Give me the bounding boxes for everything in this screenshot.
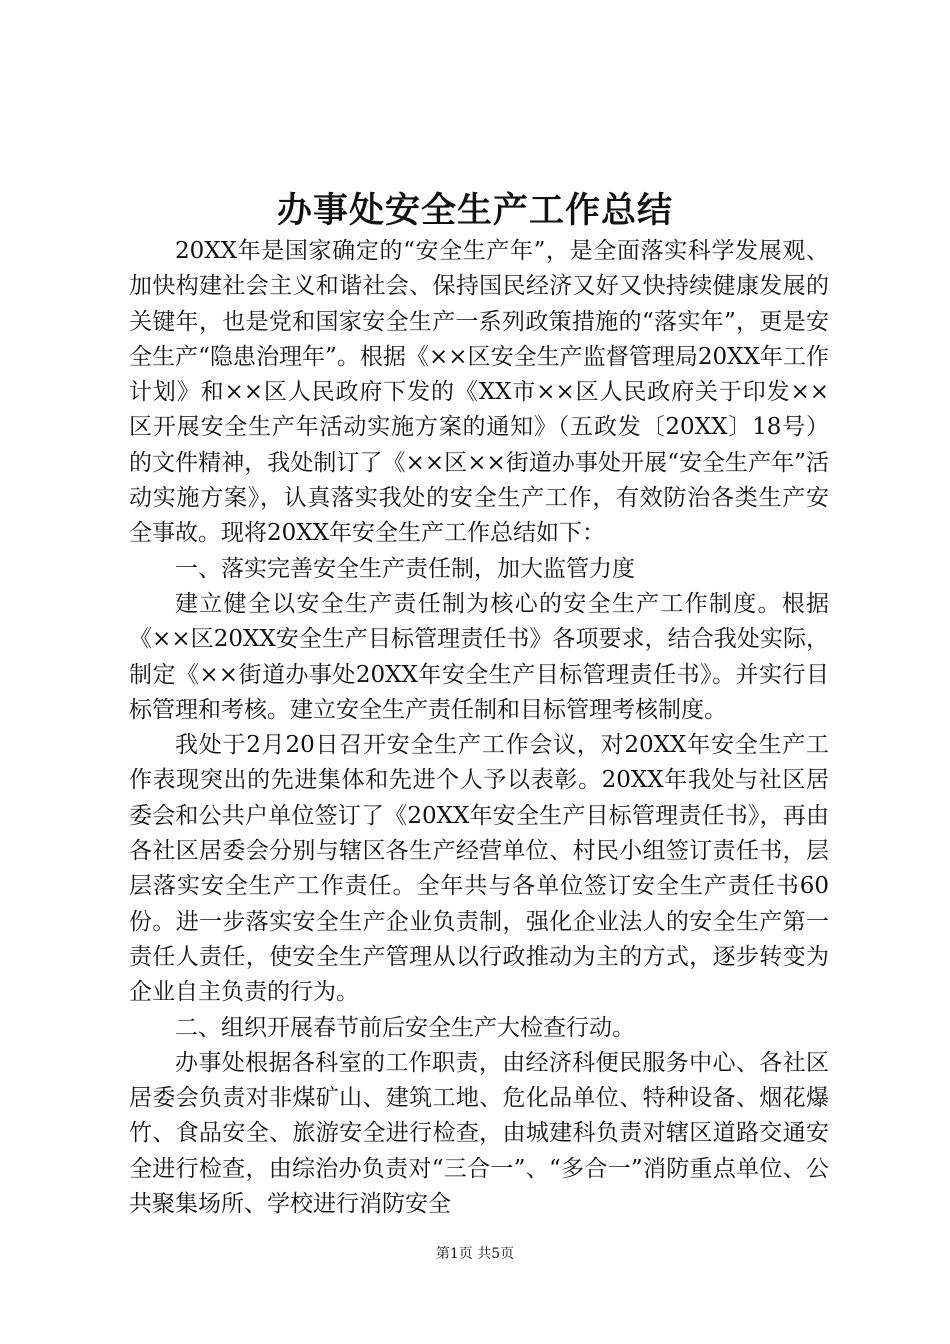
section-heading-1: 一、落实完善安全生产责任制，加大监管力度 bbox=[175, 555, 635, 582]
document-body bbox=[129, 234, 829, 1222]
page-footer: 第1页 共5页 bbox=[435, 1246, 515, 1262]
paragraph-section1-b: 我处于2月20日召开安全生产工作会议，对20XX年安全生产工作表现突出的先进集体和先进个人予以表彰。20XX年我处与社区居委会和公共户单位签订了《20XX年安全生产目标管理责任书》，再由各社区居委会分别与辖区各生产经营单位、村民小组签订责任书，层层落实安全生产工作责任。全年共与各单位签订安全生产责任书60份。进一步落实安全生产企业负责制，强化企业法人的安全生产第一责任人责任，使安全生产管理从以行政推动为主的方式，逐步转变为企业自主负责的行为。 bbox=[129, 732, 829, 1006]
section-heading-2: 二、组织开展春节前后安全生产大检查行动。 bbox=[175, 1014, 635, 1041]
paragraph-intro: 20XX年是国家确定的“安全生产年”，是全面落实科学发展观、加快构建社会主义和谐社会、保持国民经济又好又快持续健康发展的关键年，也是党和国家安全生产一系列政策措施的“落实年”，更是安全生产“隐患治理年”。根据《××区安全生产监督管理局20XX年工作计划》和××区人民政府下发的《XX市××区人民政府关于印发××区开展安全生产年活动实施方案的通知》（五政发〔20XX〕18号）的文件精神，我处制订了《××区××街道办事处开展“安全生产年”活动实施方案》，认真落实我处的安全生产工作，有效防治各类生产安全事故。现将20XX年安全生产工作总结如下： bbox=[129, 238, 829, 547]
paragraph-section1-a: 建立健全以安全生产责任制为核心的安全生产工作制度。根据《××区20XX安全生产目标管理责任书》各项要求，结合我处实际，制定《××街道办事处20XX年安全生产目标管理责任书》。并实行目标管理和考核。建立安全生产责任制和目标管理考核制度。 bbox=[129, 590, 829, 723]
paragraph-section2-a: 办事处根据各科室的工作职责，由经济科便民服务中心、各社区居委会负责对非煤矿山、建筑工地、危化品单位、特种设备、烟花爆竹、食品安全、旅游安全进行检查，由城建科负责对辖区道路交通安全进行检查，由综治办负责对“三合一”、“多合一”消防重点单位、公共聚集场所、学校进行消防安全 bbox=[129, 1049, 829, 1218]
document-title: 办事处安全生产工作总结 bbox=[276, 190, 673, 231]
